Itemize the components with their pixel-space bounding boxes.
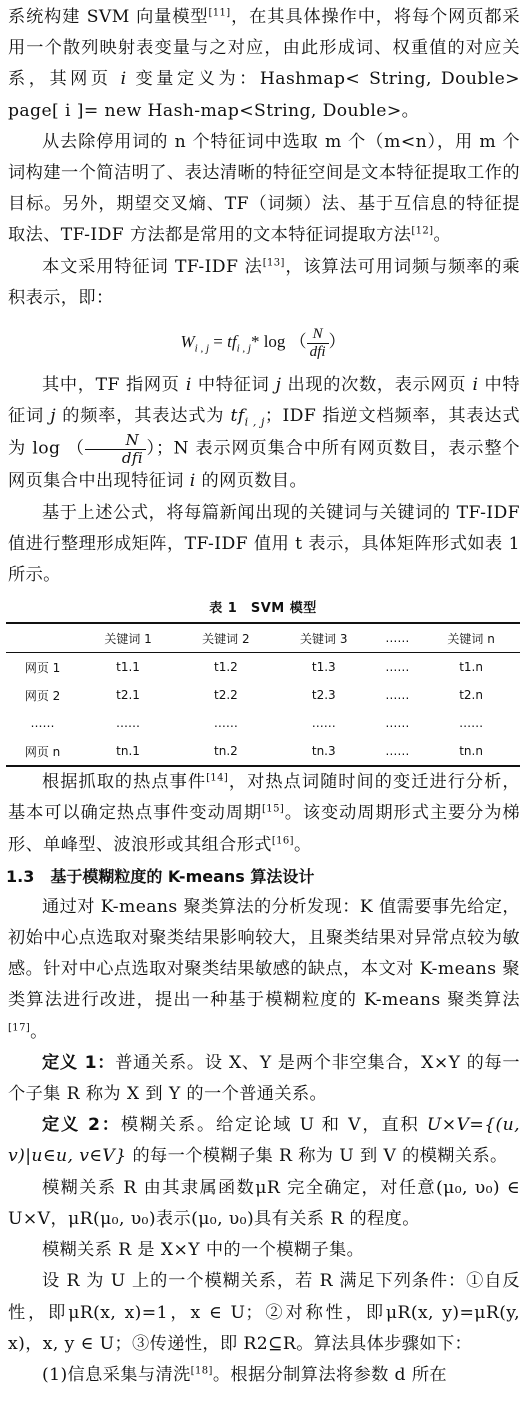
- paragraph-matrix: [0, 498, 526, 592]
- paragraph-step-1: [0, 1360, 526, 1391]
- table-cell: t1.n: [459, 660, 483, 675]
- text-span: ，对热点词随时间的变迁进行分析，基本可以确定热点事件变动周期: [8, 772, 520, 824]
- text-span: 基于上述公式，将每篇新闻出现的关键词与关键词的 TF-IDF 值进行整理形成矩阵，TF-IDF 值用 t 表示，具体矩阵形式如表 1 所示。: [8, 502, 520, 586]
- table-cell: 网页 2: [24, 688, 61, 703]
- formula-symbol: W: [180, 332, 195, 352]
- table-header-cell: 关键词 2: [202, 631, 250, 646]
- variable-i: i: [189, 471, 196, 492]
- formula-fraction: [307, 326, 329, 360]
- text-span: 的频率，其表达式为: [56, 406, 231, 427]
- paragraph-feature-space: [0, 127, 526, 252]
- text-span: 从去除停用词的 n 个特征词中选取 m 个（m<n），用 m 个词构建一个简洁明了、表达清晰的特征空间是文本特征提取工作的目标。另外，期望交叉熵、TF（词频）法、基于互信息的特征提取法、TF-IDF 方法都是常用的文本特征词提取方法: [8, 131, 520, 246]
- text-span: 。该变动周期形式主要分为梯形、单峰型、波浪形或其组合形式: [8, 803, 520, 855]
- svm-model-table: [6, 622, 520, 767]
- text-span: 普通关系。设 X、Y 是两个非空集合，X×Y 的每一个子集 R 称为 X 到 Y 的一个普通关系。: [8, 1052, 521, 1105]
- text-span: 模糊关系 R 是 X×Y 中的一个模糊子集。: [42, 1240, 365, 1261]
- section-heading: 1.3 基于模糊粒度的 K-means 算法设计: [6, 866, 315, 886]
- text-span: ，在其具体操作中，将每个网页都采用一个散列映射表变量与之对应，由此形成词、权重值的对应关系，其网页: [8, 7, 520, 90]
- table-cell: ……: [30, 716, 55, 731]
- fraction-numerator: N: [85, 432, 146, 450]
- citation-ref: [18]: [190, 1365, 213, 1377]
- paragraph-tfidf-intro: [0, 252, 526, 314]
- table-cell: t2.1: [116, 688, 140, 703]
- variable-j: j: [275, 375, 282, 396]
- text-span: 本文采用特征词 TF-IDF 法: [42, 256, 263, 277]
- formula-symbol: ）: [328, 332, 346, 352]
- formula-subscript: i , j: [194, 342, 210, 355]
- table-header-cell: 关键词 3: [300, 631, 348, 646]
- paragraph-kmeans: [0, 892, 526, 1048]
- text-span: 模糊关系 R 由其隶属函数μR 完全确定，对任意(μ₀, υ₀) ∈ U×V，μR(μ₀, υ₀)表示(μ₀, υ₀)具有关系 R 的程度。: [8, 1177, 520, 1229]
- definition-label: 定义 1：: [42, 1052, 116, 1073]
- inline-fraction: [85, 432, 146, 466]
- table-cell: ……: [385, 660, 410, 675]
- table-cell: ……: [213, 716, 238, 731]
- text-span: 变量定义为：Hashmap< String, Double> page[ i ]= new Hash-map<String, Double>。: [8, 69, 520, 121]
- text-span: ；IDF 指逆文档频率，其表达式为 log （: [8, 406, 520, 459]
- citation-ref: [15]: [262, 803, 285, 815]
- definition-label: 定义 2：: [42, 1115, 121, 1136]
- text-span: 中特征词: [191, 375, 276, 396]
- paragraph-membership: [0, 1173, 526, 1235]
- table-cell: t2.n: [459, 688, 483, 703]
- citation-ref: [17]: [8, 1021, 31, 1033]
- table-header-cell: 关键词 n: [447, 631, 495, 646]
- citation-ref: [11]: [208, 7, 231, 19]
- table-cell: tn.1: [116, 744, 140, 759]
- text-span: 的每一个模糊子集 R 称为 U 到 V 的模糊关系。: [126, 1146, 508, 1167]
- text-span: 设 R 为 U 上的一个模糊关系，若 R 满足下列条件：①自反性，即μR(x, x)=1，x ∈ U；②对称性，即μR(x, y)=μR(y, x)，x, y ∈ U；③传递性，即 R2⊆R。算法具体步骤如下：: [8, 1271, 520, 1354]
- formula-symbol: * log （: [250, 332, 307, 352]
- table-row: [6, 709, 520, 737]
- formula-symbol: tf: [230, 406, 245, 427]
- paragraph-fuzzy-subset: [0, 1235, 526, 1266]
- tfidf-formula: [0, 314, 526, 370]
- paragraph-tf-definition: [0, 370, 526, 498]
- formula-symbol: =: [209, 332, 228, 352]
- definition-2: [0, 1110, 526, 1172]
- citation-ref: [14]: [206, 772, 229, 784]
- paragraph-hot-events: [0, 767, 526, 861]
- variable-i: i: [185, 375, 192, 396]
- table-cell: ……: [385, 688, 410, 703]
- text-span: 。: [30, 1021, 48, 1042]
- formula-subscript: i , j: [236, 342, 251, 355]
- text-span: 模糊关系。给定论域 U 和 V，直积: [120, 1115, 427, 1136]
- table-cell: t1.1: [116, 660, 140, 675]
- table-cell: t1.3: [311, 660, 336, 675]
- text-span: ，该算法可用词频与频率的乘积表示，即：: [8, 256, 520, 308]
- definition-1: [0, 1048, 526, 1110]
- table-row: [6, 653, 520, 682]
- variable-j: j: [50, 406, 57, 427]
- table-cell: ……: [385, 716, 410, 731]
- formula-symbol: tf: [227, 332, 237, 352]
- table-row: [6, 681, 520, 709]
- table-header-cell: 关键词 1: [104, 631, 152, 646]
- text-span: 。: [293, 834, 312, 855]
- variable-i: i: [472, 375, 479, 396]
- formula-subscript: i , j: [244, 415, 265, 429]
- citation-ref: [16]: [271, 834, 294, 846]
- text-span: 的网页数目。: [195, 471, 308, 492]
- table-caption: 表 1 SVM 模型: [209, 601, 317, 617]
- table-cell: ……: [459, 716, 484, 731]
- text-span: 根据抓取的热点事件: [42, 772, 207, 793]
- table-header-row: [6, 623, 520, 653]
- variable-i: i: [120, 69, 127, 90]
- table-cell: t2.3: [311, 688, 336, 703]
- text-span: (1)信息采集与清洗: [42, 1364, 191, 1385]
- citation-ref: [13]: [262, 256, 285, 268]
- citation-ref: [12]: [411, 225, 434, 237]
- paragraph-svm-model: [0, 2, 526, 127]
- table-header-cell: [6, 623, 79, 653]
- text-span: ）；N 表示网页集合中所有网页数目，表示整个网页集合中出现特征词: [8, 438, 520, 492]
- text-span: 系统构建 SVM 向量模型: [8, 7, 209, 27]
- paragraph-conditions: [0, 1266, 526, 1360]
- text-span: 其中，TF 指网页: [42, 375, 186, 396]
- table-cell: tn.3: [311, 744, 336, 759]
- table-cell: t1.2: [214, 660, 238, 675]
- fraction-denominator: dfi: [121, 448, 144, 467]
- set-expression: U×V={(u, v)|u∈u, v∈V}: [8, 1115, 520, 1167]
- table-header-cell: ……: [385, 631, 410, 646]
- table-cell: 网页 n: [24, 744, 61, 759]
- table-row: [6, 737, 520, 766]
- fraction-denominator: dfi: [309, 343, 326, 360]
- table-cell: ……: [116, 716, 141, 731]
- text-span: 。根据分制算法将参数 d 所在: [212, 1364, 447, 1385]
- text-span: 通过对 K-means 聚类算法的分析发现：K 值需要事先给定，初始中心点选取对聚类结果影响较大，且聚类结果对异常点较为敏感。针对中心点选取对聚类结果敏感的缺点，本文对 K-means 聚类算法进行改进，提出一种基于模糊粒度的 K-means 聚类算法: [8, 896, 520, 1011]
- text-span: 出现的次数，表示网页: [281, 375, 473, 396]
- table-cell: ……: [385, 744, 410, 759]
- table-cell: tn.n: [459, 744, 483, 759]
- table-cell: t2.2: [214, 688, 238, 703]
- table-cell: ……: [311, 716, 336, 731]
- table-cell: 网页 1: [24, 660, 61, 675]
- fraction-numerator: N: [307, 326, 329, 344]
- text-span: 中特征词: [8, 375, 521, 427]
- text-span: 。: [433, 225, 452, 246]
- table-cell: tn.2: [214, 744, 238, 759]
